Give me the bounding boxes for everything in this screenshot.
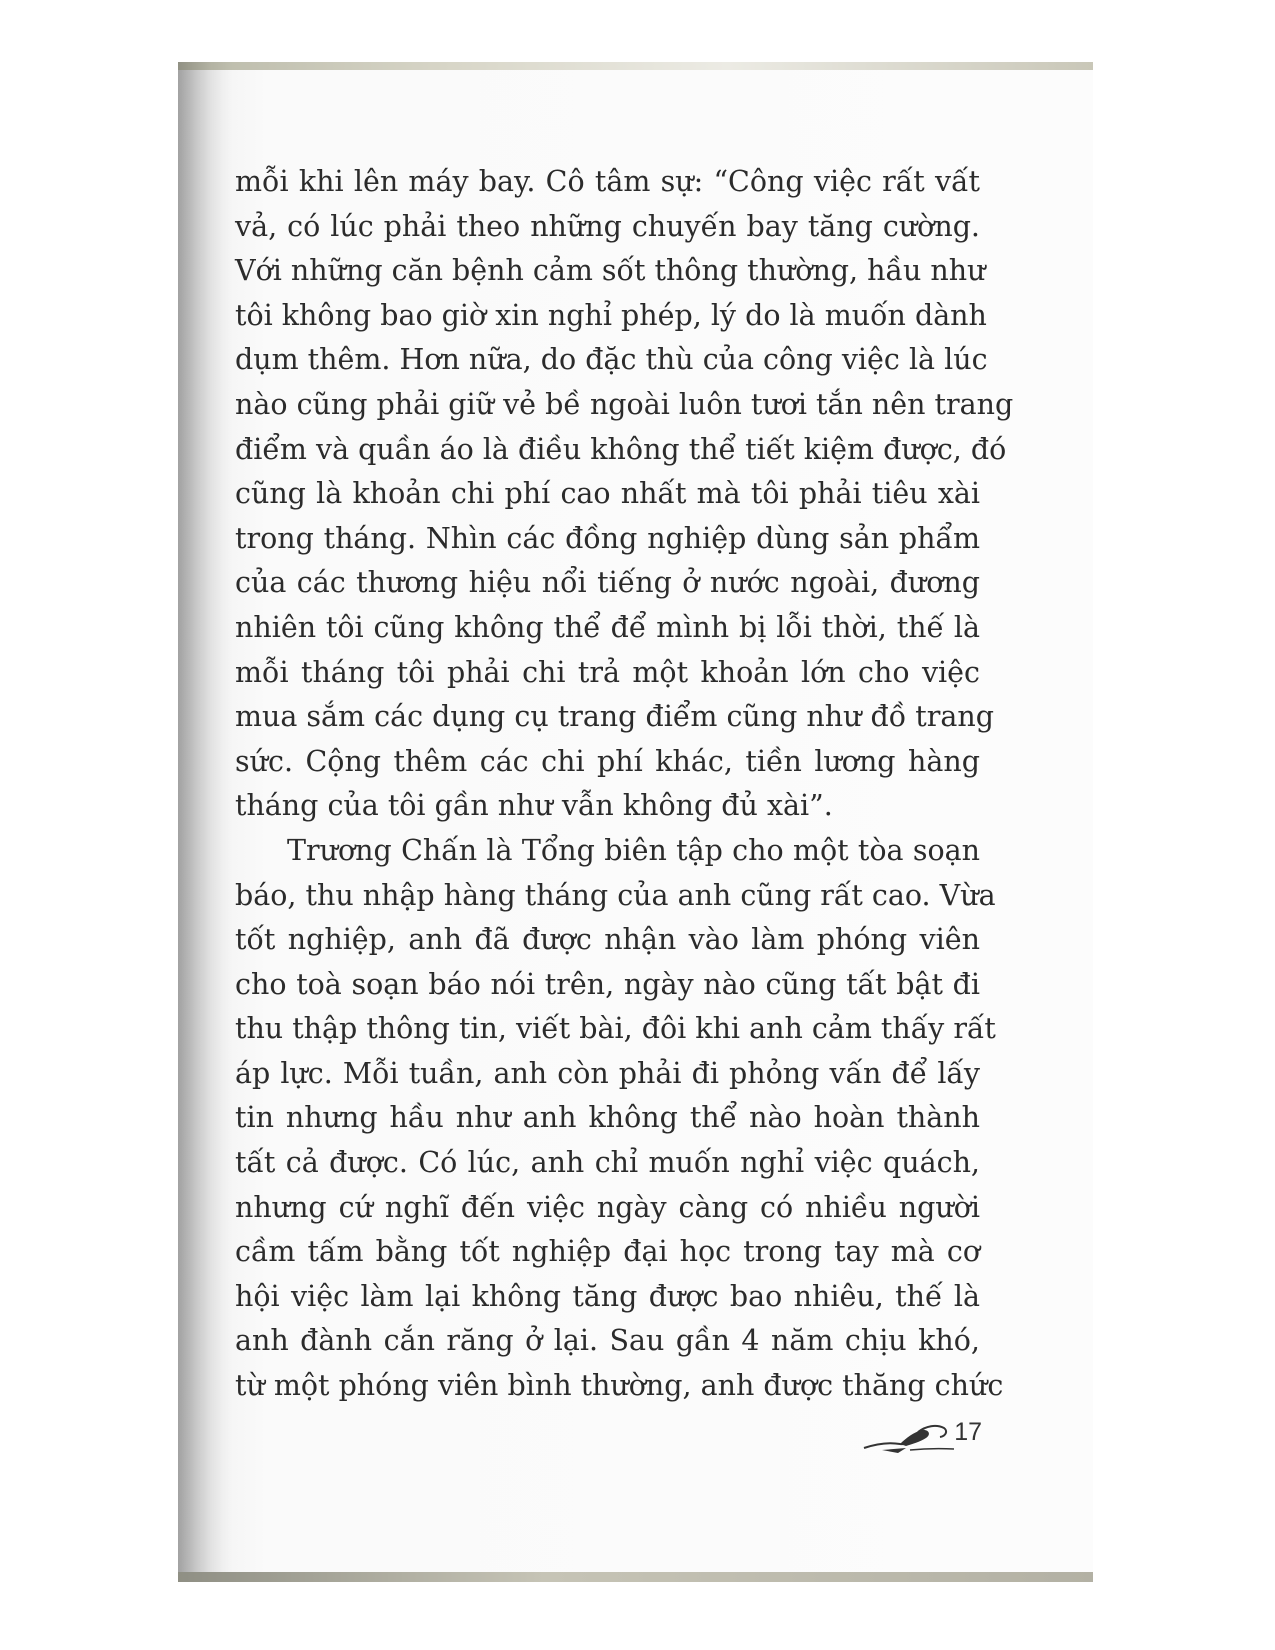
text-line: tôi không bao giờ xin nghỉ phép, lý do là muốn dành	[235, 298, 987, 332]
text-line: cũng là khoản chi phí cao nhất mà tôi phải tiêu xài	[235, 477, 980, 511]
text-line: điểm và quần áo là điều không thể tiết kiệm được, đó	[235, 432, 1007, 466]
text-line: cầm tấm bằng tốt nghiệp đại học trong tay mà cơ	[235, 1235, 980, 1269]
page-footer	[862, 1418, 982, 1458]
text-line: nhiên tôi cũng không thể để mình bị lỗi thời, thế là	[235, 610, 980, 644]
bird-ornament-icon	[862, 1422, 957, 1456]
paragraph-1	[235, 160, 1014, 829]
page-number: 17	[954, 1418, 982, 1446]
text-line: trong tháng. Nhìn các đồng nghiệp dùng sản phẩm	[235, 521, 980, 555]
text-line: hội việc làm lại không tăng được bao nhiêu, thế là	[235, 1279, 980, 1313]
text-line: của các thương hiệu nổi tiếng ở nước ngoài, đương	[235, 566, 980, 600]
text-line: mỗi tháng tôi phải chi trả một khoản lớn cho việc	[235, 655, 980, 689]
page-top-edge	[178, 62, 1093, 70]
text-line: tin nhưng hầu như anh không thể nào hoàn thành	[235, 1101, 980, 1135]
page-body-text	[235, 160, 1014, 1409]
paragraph-2	[235, 829, 1004, 1409]
text-line: thu thập thông tin, viết bài, đôi khi anh cảm thấy rất	[235, 1012, 996, 1046]
text-line: dụm thêm. Hơn nữa, do đặc thù của công việc là lúc	[235, 343, 988, 377]
text-line: mua sắm các dụng cụ trang điểm cũng như đồ trang	[235, 700, 994, 734]
text-line: tất cả được. Có lúc, anh chỉ muốn nghỉ việc quách,	[235, 1146, 980, 1180]
text-line: cho toà soạn báo nói trên, ngày nào cũng tất bật đi	[235, 967, 980, 1001]
page-bottom-edge	[178, 1572, 1093, 1582]
text-line: sức. Cộng thêm các chi phí khác, tiền lương hàng	[235, 744, 980, 778]
text-line: tốt nghiệp, anh đã được nhận vào làm phóng viên	[235, 923, 980, 957]
text-line: nhưng cứ nghĩ đến việc ngày càng có nhiều người	[235, 1190, 980, 1224]
text-line: tháng của tôi gần như vẫn không đủ xài”.	[235, 789, 833, 823]
page-gutter-shadow	[178, 62, 233, 1582]
text-line: nào cũng phải giữ vẻ bề ngoài luôn tươi tắn nên trang	[235, 387, 1014, 421]
text-line: báo, thu nhập hàng tháng của anh cũng rất cao. Vừa	[235, 878, 996, 912]
text-line: từ một phóng viên bình thường, anh được thăng chức	[235, 1369, 1004, 1403]
text-line: áp lực. Mỗi tuần, anh còn phải đi phỏng vấn để lấy	[235, 1056, 980, 1090]
text-line: vả, có lúc phải theo những chuyến bay tăng cường.	[235, 209, 980, 243]
text-line: Với những căn bệnh cảm sốt thông thường, hầu như	[235, 254, 986, 288]
text-line: mỗi khi lên máy bay. Cô tâm sự: “Công việc rất vất	[235, 165, 980, 198]
text-line: anh đành cắn răng ở lại. Sau gần 4 năm chịu khó,	[235, 1324, 980, 1358]
text-line: Trương Chấn là Tổng biên tập cho một tòa soạn	[287, 833, 980, 867]
